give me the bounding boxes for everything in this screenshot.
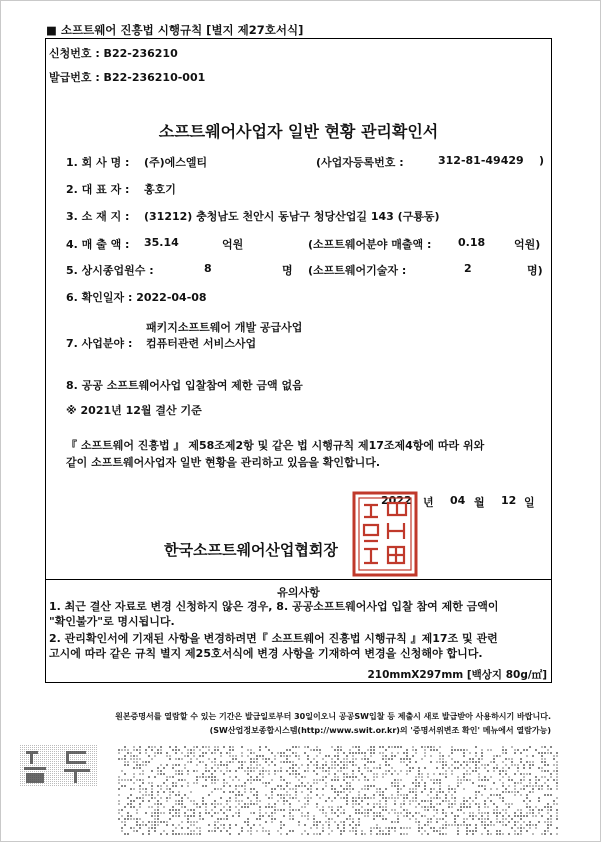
- date-day-unit: 일: [524, 496, 535, 509]
- sales-unit: 억원: [222, 238, 244, 251]
- date-year-unit: 년: [423, 496, 434, 509]
- notice-1-line-2: "확인불가"로 명시됩니다.: [49, 615, 175, 628]
- bizreg-value: 312-81-49429: [438, 154, 524, 167]
- issuer-name: 한국소프트웨어산업협회장: [164, 541, 338, 559]
- date-month: 04: [450, 494, 466, 507]
- sw-engineers-label: (소프트웨어기술자 :: [308, 264, 407, 277]
- ceo-value: 홍호기: [144, 183, 176, 196]
- footer-note-1: 원본증명서를 열람할 수 있는 기간은 발급일로부터 30일이오니 공공SW입찰 등 제출시 새로 발급받아 사용하시기 바랍니다.: [115, 712, 551, 721]
- sw-sales-value: 0.18: [458, 236, 486, 249]
- notice-2-line-1: 2. 관리확인서에 기재된 사항을 변경하려면『 소프트웨어 진흥법 시행규칙 』제17조 및 관련: [49, 632, 498, 645]
- application-number: 신청번호 : B22-236210: [49, 47, 178, 60]
- employees-unit: 명: [282, 264, 293, 277]
- business-field-2: 컴퓨터관련 서비스사업: [146, 337, 257, 350]
- bizreg-label: (사업자등록번호 :: [316, 156, 404, 169]
- sw-sales-unit: 억원): [514, 238, 541, 251]
- company-value: (주)에스엘티: [144, 156, 208, 169]
- company-label: 1. 회 사 명 :: [66, 156, 130, 169]
- address-label: 3. 소 재 지 :: [66, 210, 130, 223]
- notice-item-1: [49, 599, 545, 629]
- form-header-label: ■ 소프트웨어 진흥법 시행규칙 [별지 제27호서식]: [46, 23, 304, 37]
- sales-label: 4. 매 출 액 :: [66, 238, 130, 251]
- confirm-date: 6. 확인일자 : 2022-04-08: [66, 291, 207, 304]
- date-day: 12: [501, 494, 517, 507]
- issue-number: 발급번호 : B22-236210-001: [49, 71, 206, 84]
- footer-note-2: (SW산업정보종합시스템(http://www.swit.or.kr)의 '증명서위변조 확인' 메뉴에서 열람가능): [209, 726, 551, 735]
- notice-title: 유의사항: [277, 586, 320, 599]
- notice-divider: [46, 579, 551, 580]
- sales-value: 35.14: [144, 236, 179, 249]
- ceo-label: 2. 대 표 자 :: [66, 183, 130, 196]
- employees-value: 8: [204, 262, 212, 275]
- verification-barcode: [118, 746, 558, 836]
- page-title: 소프트웨어사업자 일반 현황 관리확인서: [158, 122, 439, 141]
- original-stamp-icon: [20, 745, 98, 787]
- official-seal-icon: [350, 489, 420, 579]
- certificate-form: [45, 38, 552, 683]
- sw-engineers-value: 2: [464, 262, 472, 275]
- statement-line-1: 『 소프트웨어 진흥법 』 제58조제2항 및 같은 법 시행규칙 제17조제4항에 따라 위와: [66, 439, 485, 452]
- sw-engineers-unit: 명): [527, 264, 543, 277]
- notice-item-2: [49, 631, 545, 661]
- settlement-note: ※ 2021년 12월 결산 기준: [66, 404, 202, 417]
- statement-line-2: 같이 소프트웨어사업자 일반 현황을 관리하고 있음을 확인합니다.: [66, 456, 381, 469]
- employees-label: 5. 상시종업원수 :: [66, 264, 154, 277]
- paper-size: 210mmX297mm [백상지 80g/㎡]: [367, 669, 547, 681]
- notice-1-line-1: 1. 최근 결산 자료로 변경 신청하지 않은 경우, 8. 공공소프트웨어사업 입찰 참여 제한 금액이: [49, 600, 499, 613]
- bizreg-close: ): [539, 154, 545, 167]
- sw-sales-label: (소프트웨어분야 매출액 :: [308, 238, 432, 251]
- date-year: 2022: [381, 494, 412, 507]
- business-field-1: 패키지소프트웨어 개발 공급사업: [146, 321, 303, 334]
- bid-limit: 8. 공공 소프트웨어사업 입찰참여 제한 금액 없음: [66, 379, 303, 392]
- notice-2-line-2: 고시에 따라 같은 규칙 별지 제25호서식에 변경 사항을 기재하여 변경을 신청해야 합니다.: [49, 647, 483, 660]
- business-field-label: 7. 사업분야 :: [66, 337, 133, 350]
- address-value: (31212) 충청남도 천안시 동남구 청당산업길 143 (구룡동): [144, 210, 440, 223]
- date-month-unit: 월: [474, 496, 485, 509]
